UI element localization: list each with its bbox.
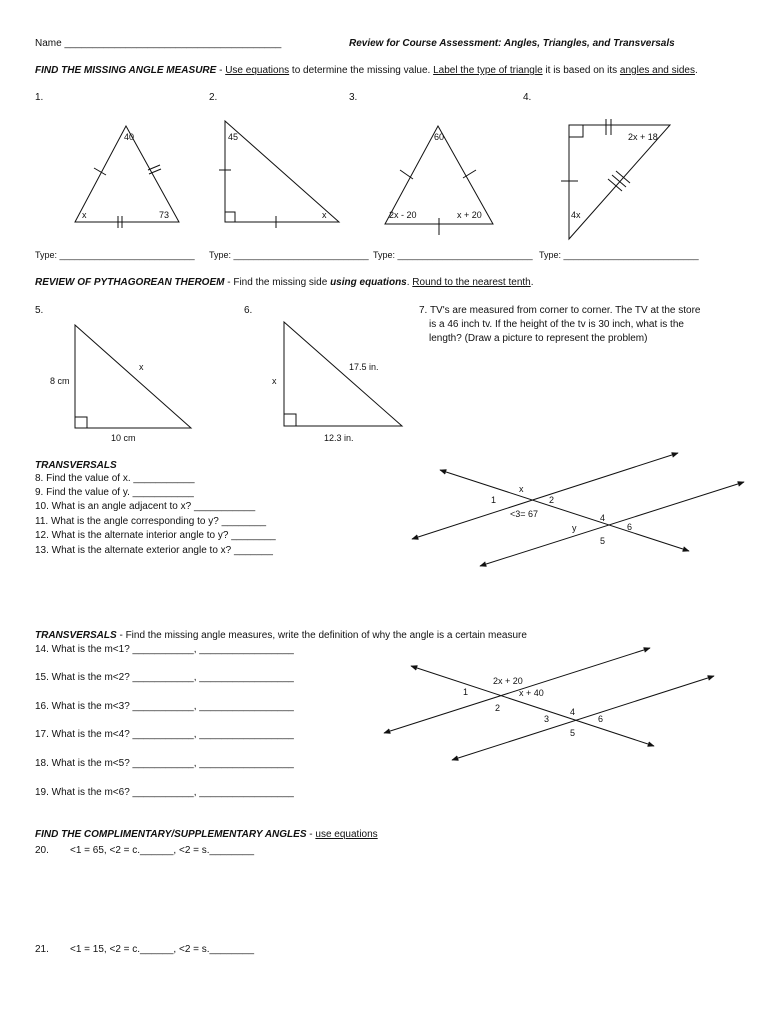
right-triangle-6 bbox=[272, 322, 402, 443]
type-answer-line[interactable]: Type: ___________________________ bbox=[209, 250, 369, 260]
section-title-transversals: TRANSVERSALS bbox=[35, 460, 117, 471]
instruction-emphasis: Label the type of triangle bbox=[433, 65, 543, 76]
instruction-emphasis: Use equations bbox=[225, 65, 290, 76]
tri4-top-angle: 2x + 18 bbox=[628, 132, 658, 142]
type-answer-line[interactable]: Type: ___________________________ bbox=[539, 250, 699, 260]
question: 11. What is the angle corresponding to y? ________ bbox=[35, 516, 267, 527]
transversal-diagram-2 bbox=[384, 648, 714, 760]
problem-number: 6. bbox=[244, 305, 253, 316]
question: 10. What is an angle adjacent to x? ___________ bbox=[35, 501, 256, 512]
angle-6-label: 6 bbox=[627, 522, 633, 532]
angle-1-label: 1 bbox=[491, 495, 497, 505]
triangle-4 bbox=[561, 119, 670, 239]
question: 17. What is the m<4? ___________, _________________ bbox=[35, 729, 294, 740]
tri3-left-angle: 2x - 20 bbox=[389, 210, 417, 220]
question: 8. Find the value of x. ___________ bbox=[35, 473, 195, 484]
type-answer-line[interactable]: Type: ___________________________ bbox=[373, 250, 533, 260]
angle-5-label: 5 bbox=[570, 728, 576, 738]
instruction-text: it is based on its bbox=[542, 65, 620, 76]
section-title: FIND THE MISSING ANGLE MEASURE bbox=[35, 65, 217, 76]
problem-number: 20. bbox=[35, 845, 49, 856]
angle-5-label: 5 bbox=[600, 536, 606, 546]
question-21: <1 = 15, <2 = c.______, <2 = s.________ bbox=[70, 944, 255, 955]
tri1-top-angle: 40 bbox=[124, 132, 135, 142]
instruction-emphasis: use equations bbox=[315, 829, 378, 840]
section-title: FIND THE COMPLIMENTARY/SUPPLEMENTARY ANGLES bbox=[35, 829, 307, 840]
question: 13. What is the alternate exterior angle to x? _______ bbox=[35, 545, 273, 556]
instruction-text: . bbox=[694, 65, 698, 76]
triangle-3 bbox=[385, 126, 493, 235]
name-field[interactable]: Name _______________________________________ bbox=[35, 38, 282, 49]
instruction-text: . bbox=[406, 277, 413, 288]
tri2-right-angle: x bbox=[322, 210, 327, 220]
question: 9. Find the value of y. ___________ bbox=[35, 487, 194, 498]
problem-number: 2. bbox=[209, 92, 218, 103]
separator: - bbox=[306, 829, 316, 840]
angle-6-label: 6 bbox=[598, 714, 604, 724]
tri1-left-angle: x bbox=[82, 210, 87, 220]
angle-4-label: 4 bbox=[600, 513, 606, 523]
angle-3-label: <3= 67 bbox=[510, 509, 539, 519]
instruction-emphasis: Round to the nearest tenth bbox=[412, 277, 531, 288]
section-title: REVIEW OF PYTHAGOREAN THEROEM bbox=[35, 277, 225, 288]
t5-leg-label: 8 cm bbox=[50, 376, 70, 386]
instruction-text: - Find the missing side bbox=[224, 277, 331, 288]
question-7-line: is a 46 inch tv. If the height of the tv is 30 inch, what is the bbox=[429, 319, 684, 330]
question: 16. What is the m<3? ___________, _________________ bbox=[35, 701, 294, 712]
question: 19. What is the m<6? ___________, _________________ bbox=[35, 787, 294, 798]
instruction-text: . bbox=[530, 277, 534, 288]
question: 14. What is the m<1? ___________, _________________ bbox=[35, 644, 294, 655]
angle-y-label: y bbox=[572, 523, 577, 533]
t6-leg-label: x bbox=[272, 376, 277, 386]
angle-expression-2: x + 40 bbox=[519, 688, 544, 698]
question: 15. What is the m<2? ___________, _________________ bbox=[35, 672, 294, 683]
problem-number: 3. bbox=[349, 92, 358, 103]
problem-number: 4. bbox=[523, 92, 532, 103]
problem-number: 5. bbox=[35, 305, 44, 316]
instruction-emphasis: using equations bbox=[330, 277, 407, 288]
page-title: Review for Course Assessment: Angles, Triangles, and Transversals bbox=[349, 38, 675, 49]
separator: - bbox=[216, 65, 226, 76]
t6-base-label: 12.3 in. bbox=[324, 433, 354, 443]
question: 18. What is the m<5? ___________, _________________ bbox=[35, 758, 294, 769]
triangle-2 bbox=[219, 121, 339, 228]
tri3-right-angle: x + 20 bbox=[457, 210, 482, 220]
angle-4-label: 4 bbox=[570, 707, 576, 717]
tri2-top-angle: 45 bbox=[228, 132, 239, 142]
question-7-line: length? (Draw a picture to represent the problem) bbox=[429, 333, 648, 344]
type-answer-line[interactable]: Type: ___________________________ bbox=[35, 250, 195, 260]
section-title: TRANSVERSALS bbox=[35, 630, 117, 641]
t5-base-label: 10 cm bbox=[111, 433, 136, 443]
instruction-text: - Find the missing angle measures, write the definition of why the angle is a certain measure bbox=[116, 630, 527, 641]
t5-hyp-label: x bbox=[139, 362, 144, 372]
tri3-top-angle: 60 bbox=[434, 132, 445, 142]
angle-1-label: 1 bbox=[463, 687, 469, 697]
angle-2-label: 2 bbox=[549, 495, 555, 505]
tri4-bottom-angle: 4x bbox=[571, 210, 581, 220]
angle-2-label: 2 bbox=[495, 703, 501, 713]
instruction-emphasis: angles and sides bbox=[619, 65, 695, 76]
angle-3-label: 3 bbox=[544, 714, 550, 724]
problem-number: 1. bbox=[35, 92, 44, 103]
triangle-1 bbox=[75, 126, 179, 228]
question: 12. What is the alternate interior angle to y? ________ bbox=[35, 530, 276, 541]
tri1-right-angle: 73 bbox=[159, 210, 170, 220]
instruction-text: to determine the missing value. bbox=[289, 65, 434, 76]
right-triangle-5 bbox=[50, 325, 191, 443]
question-20: <1 = 65, <2 = c.______, <2 = s.________ bbox=[70, 845, 255, 856]
angle-x-label: x bbox=[519, 484, 524, 494]
transversal-diagram-1 bbox=[412, 453, 744, 566]
question-7-line: 7. TV's are measured from corner to corner. The TV at the store bbox=[419, 305, 701, 316]
problem-number: 21. bbox=[35, 944, 49, 955]
angle-expression-1: 2x + 20 bbox=[493, 676, 523, 686]
t6-hyp-label: 17.5 in. bbox=[349, 362, 379, 372]
